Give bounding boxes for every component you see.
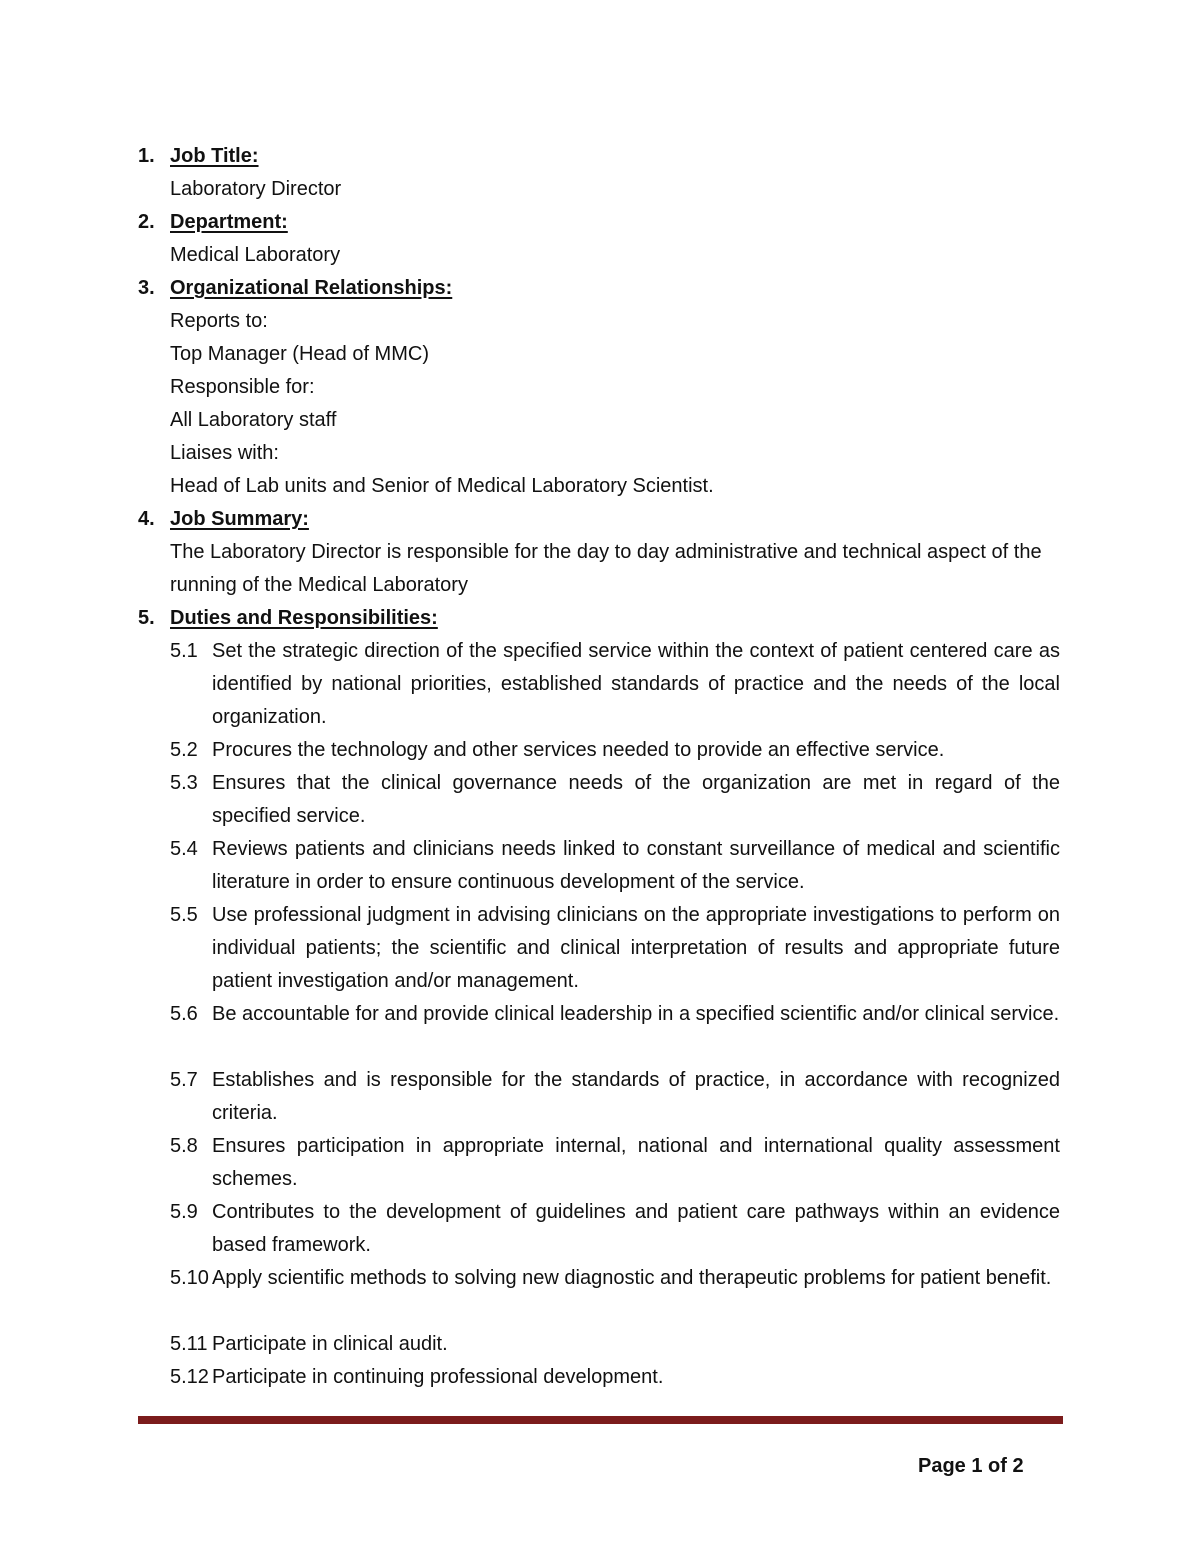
liaises-with-value: Head of Lab units and Senior of Medical Laboratory Scientist. — [170, 475, 714, 497]
duty-text: Participate in clinical audit. — [212, 1333, 448, 1355]
duty-text: Procures the technology and other services needed to provide an effective service. — [212, 739, 945, 761]
duty-number: 5.3 — [170, 772, 198, 794]
duty-item — [170, 635, 1060, 734]
duty-item — [170, 1262, 1060, 1295]
section-heading: Job Title: — [170, 145, 259, 167]
responsible-for-label: Responsible for: — [170, 376, 315, 398]
duty-number: 5.12 — [170, 1366, 209, 1388]
duty-item — [170, 1064, 1060, 1130]
section-number: 5. — [138, 607, 155, 629]
duty-number: 5.2 — [170, 739, 198, 761]
duty-item — [170, 767, 1060, 833]
duty-text: Reviews patients and clinicians needs linked to constant surveillance of medical and scientific literature in order to ensure continuous development of the service. — [212, 838, 1060, 893]
job-title-value: Laboratory Director — [170, 178, 342, 200]
duty-text: Establishes and is responsible for the standards of practice, in accordance with recognized criteria. — [212, 1069, 1060, 1124]
duty-number: 5.8 — [170, 1135, 198, 1157]
duty-text: Use professional judgment in advising clinicians on the appropriate investigations to perform on individual patients; the scientific and clinical interpretation of results and appropriate future patient investigation and/or management. — [212, 904, 1060, 992]
duty-number: 5.11 — [170, 1333, 208, 1355]
responsible-for-value: All Laboratory staff — [170, 409, 337, 431]
section-number: 4. — [138, 508, 155, 530]
duty-text: Contributes to the development of guidelines and patient care pathways within an evidence based framework. — [212, 1201, 1060, 1256]
duty-number: 5.1 — [170, 640, 198, 662]
duty-item — [170, 1361, 1060, 1394]
duty-number: 5.10 — [170, 1267, 209, 1289]
department-value: Medical Laboratory — [170, 244, 341, 266]
section-number: 1. — [138, 145, 155, 167]
duty-number: 5.5 — [170, 904, 198, 926]
duty-text: Apply scientific methods to solving new diagnostic and therapeutic problems for patient benefit. — [212, 1267, 1052, 1289]
reports-to-value: Top Manager (Head of MMC) — [170, 343, 429, 365]
duty-text: Be accountable for and provide clinical leadership in a specified scientific and/or clinical service. — [212, 1003, 1060, 1025]
duty-number: 5.4 — [170, 838, 198, 860]
page-number: Page 1 of 2 — [918, 1455, 1024, 1477]
section-number: 2. — [138, 211, 155, 233]
duty-text: Ensures participation in appropriate internal, national and international quality assessment schemes. — [212, 1135, 1060, 1190]
liaises-with-label: Liaises with: — [170, 442, 279, 464]
duty-text: Set the strategic direction of the specified service within the context of patient centered care as identified by national priorities, established standards of practice and the needs of the local organization. — [212, 640, 1060, 728]
section-heading: Department: — [170, 211, 288, 233]
duty-item — [170, 1196, 1060, 1262]
reports-to-label: Reports to: — [170, 310, 268, 332]
section-heading: Duties and Responsibilities: — [170, 607, 438, 629]
duty-text: Participate in continuing professional development. — [212, 1366, 664, 1388]
duty-number: 5.6 — [170, 1003, 198, 1025]
section-heading: Organizational Relationships: — [170, 277, 453, 299]
duty-text: Ensures that the clinical governance needs of the organization are met in regard of the specified service. — [212, 772, 1060, 827]
job-summary-text: The Laboratory Director is responsible for the day to day administrative and technical aspect of the running of the Medical Laboratory — [170, 541, 1042, 596]
footer-divider — [138, 1416, 1063, 1424]
duty-item — [170, 998, 1060, 1031]
duty-item — [170, 899, 1060, 998]
duty-number: 5.7 — [170, 1069, 198, 1091]
duty-number: 5.9 — [170, 1201, 198, 1223]
duty-item — [170, 734, 1060, 767]
duty-item — [170, 833, 1060, 899]
section-heading: Job Summary: — [170, 508, 309, 530]
duty-item — [170, 1130, 1060, 1196]
section-number: 3. — [138, 277, 155, 299]
duty-item — [170, 1328, 1060, 1361]
